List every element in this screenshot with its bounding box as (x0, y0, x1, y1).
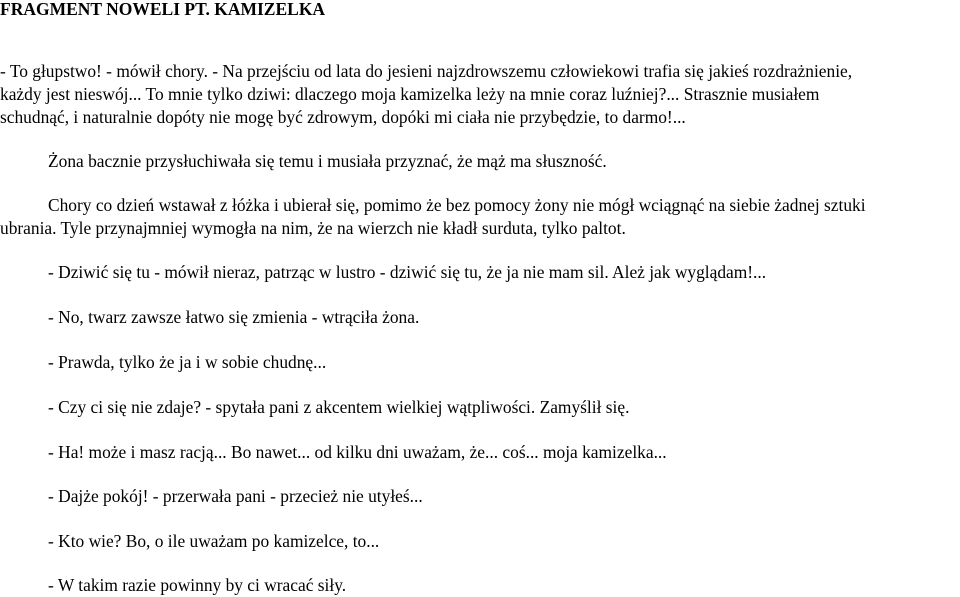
dialogue-line-1: - Dziwić się tu - mówił nieraz, patrząc w lustro - dziwić się tu, że ja nie mam sil. Ależ jak wyglądam!... (48, 262, 767, 282)
paragraph-1-line-2: każdy jest nieswój... To mnie tylko dziwi: dlaczego moja kamizelka leży na mnie coraz luźniej?... Strasznie musiałem (0, 84, 820, 104)
paragraph-3-line-1: Chory co dzień wstawał z łóżka i ubierał się, pomimo że bez pomocy żony nie mógł wciągnąć na siebie żadnej sztuki (48, 195, 866, 215)
dialogue-line-7: - Kto wie? Bo, o ile uważam po kamizelce, to... (48, 531, 380, 551)
dialogue-line-3: - Prawda, tylko że ja i w sobie chudnę... (48, 352, 327, 372)
paragraph-1-line-3: schudnąć, i naturalnie dopóty nie mogę być zdrowym, dopóki mi ciała nie przybędzie, to darmo!... (0, 107, 686, 127)
dialogue-line-6: - Dajże pokój! - przerwała pani - przecież nie utyłeś... (48, 486, 423, 506)
paragraph-3-line-2: ubrania. Tyle przynajmniej wymogła na nim, że na wierzch nie kładł surduta, tylko paltot. (0, 218, 626, 238)
dialogue-line-4: - Czy ci się nie zdaje? - spytała pani z akcentem wielkiej wątpliwości. Zamyślił się. (48, 397, 630, 417)
dialogue-line-5: - Ha! może i masz racją... Bo nawet... od kilku dni uważam, że... coś... moja kamizelka... (48, 442, 667, 462)
paragraph-1-line-1: - To głupstwo! - mówił chory. - Na przejściu od lata do jesieni najzdrowszemu człowiekowi trafia się jakieś rozdrażnienie, (0, 61, 853, 81)
dialogue-line-8: - W takim razie powinny by ci wracać siły. (48, 575, 347, 595)
document-title: FRAGMENT NOWELI PT. KAMIZELKA (0, 0, 326, 19)
paragraph-2: Żona bacznie przysłuchiwała się temu i musiała przyznać, że mąż ma słuszność. (48, 151, 607, 171)
dialogue-line-2: - No, twarz zawsze łatwo się zmienia - wtrąciła żona. (48, 307, 420, 327)
